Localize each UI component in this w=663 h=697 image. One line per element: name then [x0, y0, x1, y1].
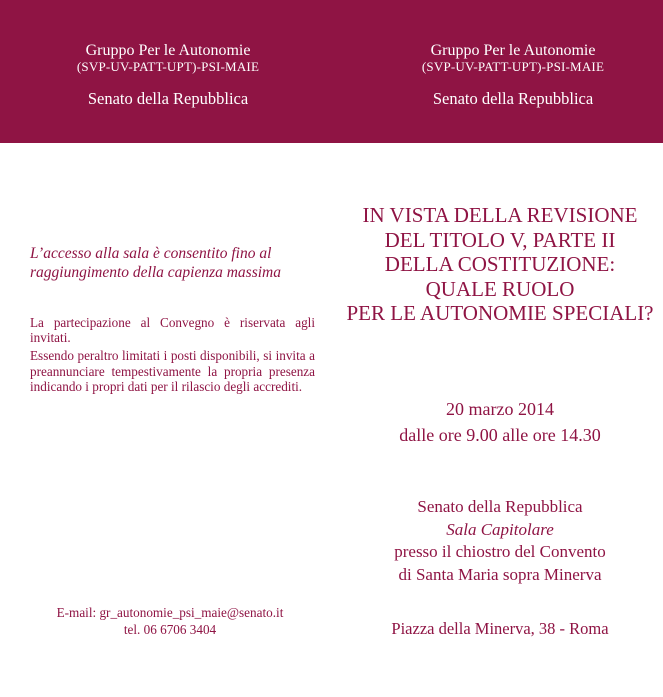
header-band	[0, 0, 663, 143]
senate-name: Senato della Repubblica	[432, 89, 594, 108]
header-left-block	[18, 42, 318, 108]
group-name: Gruppo Per le Autonomie	[430, 42, 596, 59]
event-date: 20 marzo 2014	[446, 399, 554, 419]
email-text: E-mail: gr_autonomie_psi_maie@senato.it	[56, 605, 284, 620]
title-line: DELLA COSTITUZIONE:	[384, 252, 616, 276]
venue-line: Senato della Repubblica	[417, 497, 583, 516]
access-notice: L’accesso alla sala è consentito fino al raggiungimento della capienza massima	[30, 245, 281, 281]
header-right-block	[363, 42, 663, 108]
event-datetime	[340, 396, 660, 448]
title-line: PER LE AUTONOMIE SPECIALI?	[346, 301, 654, 325]
event-venue	[340, 496, 660, 586]
title-line: QUALE RUOLO	[425, 276, 575, 301]
group-name: Gruppo Per le Autonomie	[85, 42, 251, 59]
senate-name: Senato della Repubblica	[87, 89, 249, 108]
phone-text: tel. 06 6706 3404	[123, 622, 217, 637]
venue-room: Sala Capitolare	[446, 519, 554, 539]
group-parties: (SVP-UV-PATT-UPT)-PSI-MAIE	[76, 59, 260, 74]
event-address: Piazza della Minerva, 38 - Roma	[391, 619, 609, 638]
contacts-block	[20, 604, 320, 638]
info-paragraph: Essendo peraltro limitati i posti disponibili, si invita a preannunciare tempestivamente la propria presenza indicando i propri dati per il rilascio degli accrediti.	[30, 348, 315, 394]
info-paragraph: La partecipazione al Convegno è riservata agli invitati.	[30, 315, 315, 346]
title-line: DEL TITOLO V, PARTE II	[384, 227, 616, 252]
venue-line: presso il chiostro del Convento	[394, 542, 606, 561]
event-title	[340, 203, 660, 326]
venue-line: di Santa Maria sopra Minerva	[398, 564, 602, 584]
group-parties: (SVP-UV-PATT-UPT)-PSI-MAIE	[421, 59, 605, 74]
event-time: dalle ore 9.00 alle ore 14.30	[399, 425, 601, 445]
title-line: IN VISTA DELLA REVISIONE	[362, 203, 638, 227]
participation-info	[30, 315, 315, 397]
